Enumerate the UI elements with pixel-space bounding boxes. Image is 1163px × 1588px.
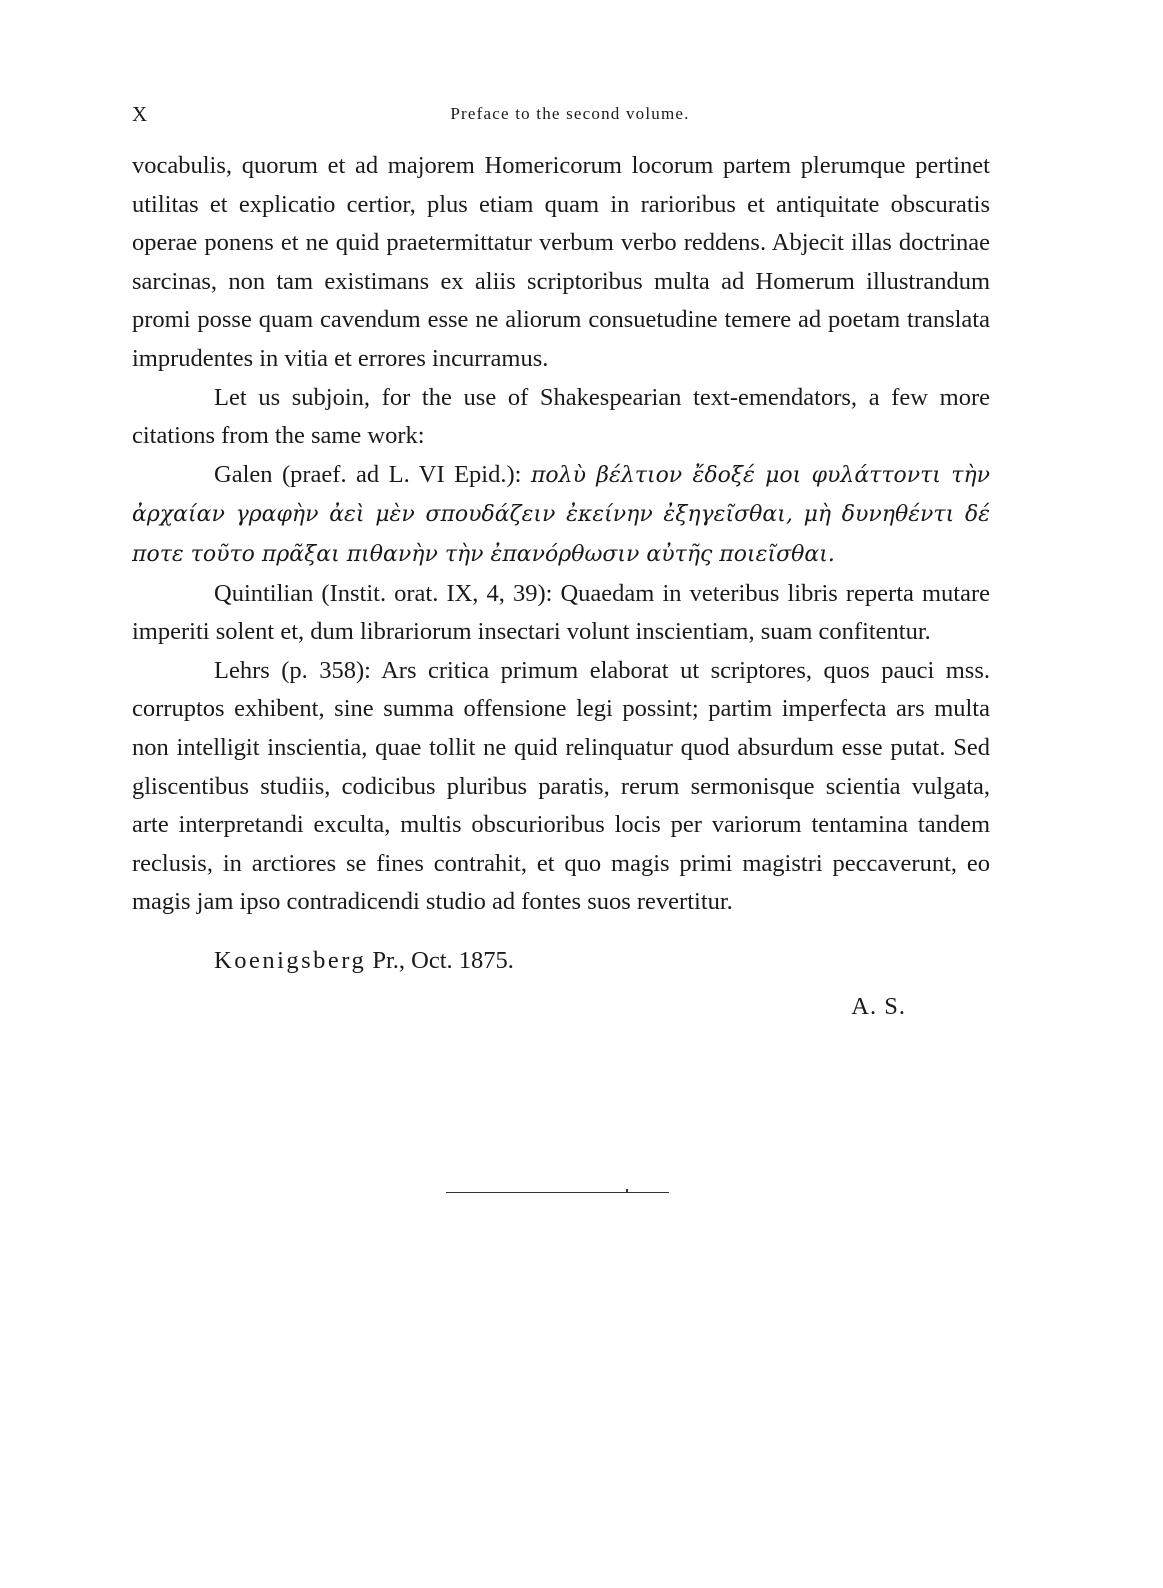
body-text bbox=[132, 147, 990, 1027]
running-head bbox=[132, 102, 1008, 130]
end-ornament-rule bbox=[446, 1192, 669, 1193]
rule-tick bbox=[626, 1189, 628, 1193]
paragraph-lehrs-quote: Lehrs (p. 358): Ars critica primum elaborat ut scriptores, quos pauci mss. corruptos exhibent, sine summa offensione legi possint; partim imperfecta ars multa non intelligit inscientia, quae tollit ne quid relinquatur quod absurdum esse putat. Sed gliscentibus studiis, codicibus pluribus paratis, rerum sermonisque scientia vulgata, arte interpretandi exculta, multis obscurioribus locis per variorum tentamina tandem reclusis, in arctiores se fines contrahit, et quo magis primi magistri peccaverunt, eo magis jam ipso contradicendi studio ad fontes suos revertitur. bbox=[132, 656, 990, 916]
place-and-date bbox=[132, 942, 990, 981]
galen-greek-text: πολὺ βέλτιον ἔδοξέ μοι φυλάττοντι τὴν ἀρχαίαν γραφὴν ἀεὶ μὲν σπουδάζειν ἐκείνην ἐξηγεῖσθαι, μὴ δυνηθέντι δέ ποτε τοῦτο πρᾶξαι πιθανὴν τὴν ἐπανόρθωσιν αὐτῆς ποιεῖσθαι. bbox=[132, 462, 990, 567]
paragraph-galen-quote bbox=[132, 456, 990, 575]
signature-initials: A. S. bbox=[851, 993, 906, 1021]
place-name: Koenigsberg bbox=[214, 946, 367, 974]
galen-reference: Galen (praef. ad L. VI Epid.): bbox=[214, 460, 522, 488]
running-title: Preface to the second volume. bbox=[450, 104, 690, 123]
page-number: X bbox=[132, 102, 149, 126]
date-line: Pr., Oct. 1875. bbox=[366, 946, 514, 974]
paragraph-quintilian-quote: Quintilian (Instit. orat. IX, 4, 39): Quaedam in veteribus libris reperta mutare imperiti solent et, dum librariorum insectari volunt inscientiam, suam confitentur. bbox=[132, 579, 990, 646]
paragraph-citations-intro: Let us subjoin, for the use of Shakespearian text-emendators, a few more citations from the same work: bbox=[132, 383, 990, 450]
paragraph-continuation: vocabulis, quorum et ad majorem Homericorum locorum partem plerumque pertinet utilitas et explicatio certior, plus etiam quam in rarioribus et antiquitate obscuratis operae ponens et ne quid praetermittatur verbum verbo reddens. Abjecit illas doctrinae sarcinas, non tam existimans ex aliis scriptoribus multa ad Homerum illustrandum promi posse quam cavendum esse ne aliorum consuetudine temere ad poetam translata imprudentes in vitia et errores incurramus. bbox=[132, 152, 990, 372]
